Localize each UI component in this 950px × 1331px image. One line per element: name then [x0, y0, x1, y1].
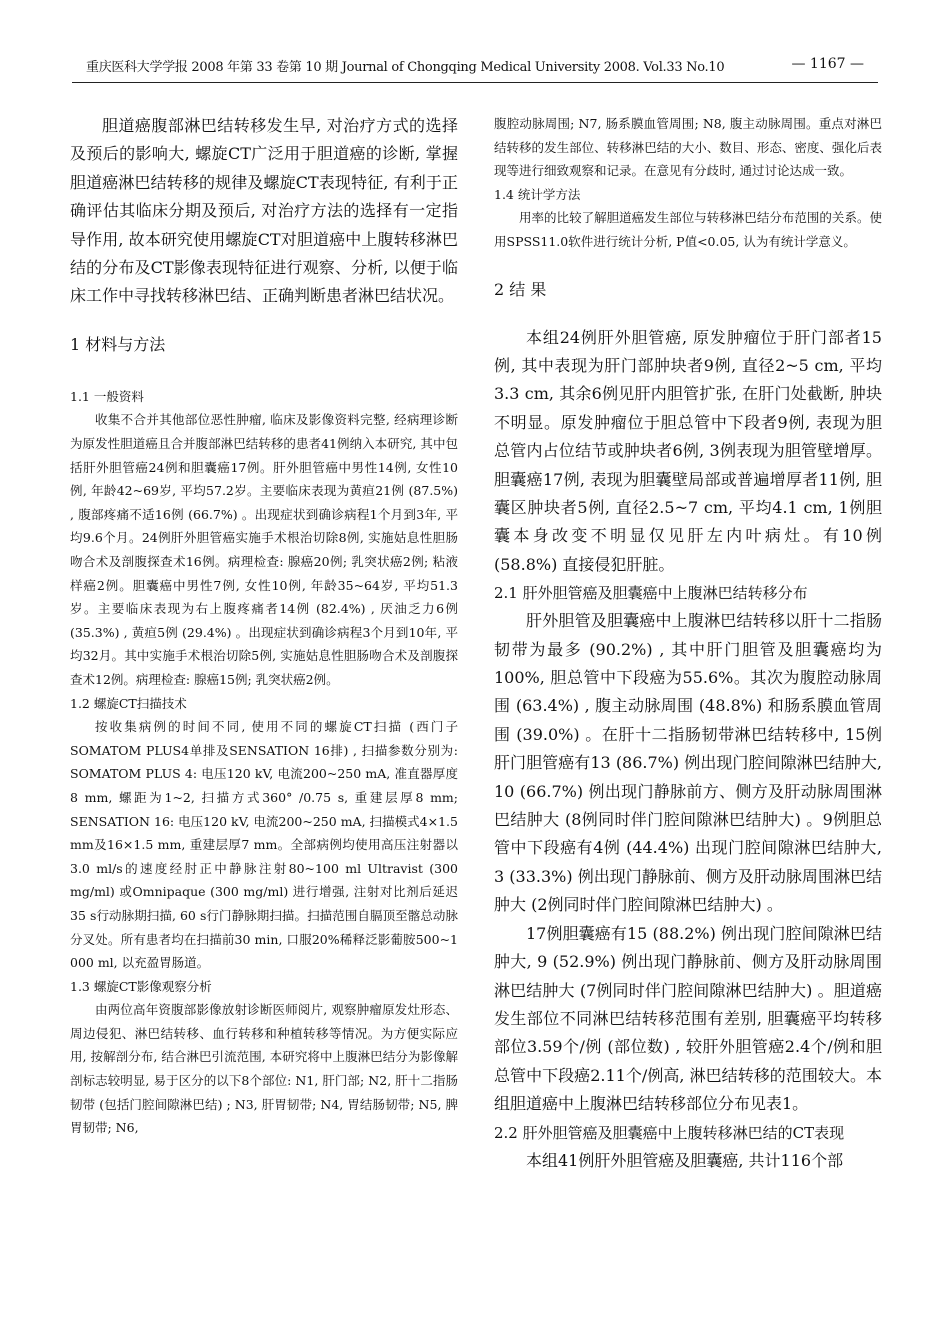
subsection-heading-ct-findings: 2.2 肝外胆管癌及胆囊癌中上腹转移淋巴结的CT表现: [494, 1123, 845, 1142]
ct-findings-paragraph: 本组41例肝外胆管癌及胆囊癌, 共计116个部: [526, 1150, 844, 1170]
subsection-heading-distribution: 2.1 肝外胆管癌及胆囊癌中上腹淋巴结转移分布: [494, 584, 808, 603]
left-column: [70, 112, 458, 1140]
distribution-paragraph-1: 肝外胆管及胆囊癌中上腹淋巴结转移以肝十二指肠韧带为最多 (90.2%) , 其中肝门胆管及胆囊癌均为100%, 胆总管中下段癌为55.6%。其次为腹腔动脉周围 (63.4%) , 腹主动脉周围 (48.8%) 和肠系膜血管周围 (39.0%) 。在肝十二指肠韧带淋巴结转移中, 15例肝门胆管癌有13 (86.7%) 例出现门腔间隙淋巴结肿大, 10 (66.7%) 例出现门静脉前方、侧方及肝动脉周围淋巴结肿大 (8例同时伴门腔间隙淋巴结肿大) 。9例胆总管中下段癌有4例 (44.4%) 出现门腔间隙淋巴结肿大, 3 (33.3%) 例出现门静脉前、侧方及肝动脉周围淋巴结肿大 (2例同时伴门腔间隙淋巴结肿大) 。: [494, 611, 882, 915]
subsection-heading-statistics: 1.4 统计学方法: [494, 186, 581, 202]
journal-citation: 重庆医科大学学报 2008 年第 33 卷第 10 期 Journal of Chongqing Medical University 2008. Vol.33 No.10: [86, 60, 725, 75]
general-info-paragraph: 收集不合并其他部位恶性肿瘤, 临床及影像资料完整, 经病理诊断为原发性胆道癌且合并腹部淋巴结转移的患者41例纳入本研究, 其中包括肝外胆管癌24例和胆囊癌17例。肝外胆管癌中男性14例, 女性10例, 年龄42~69岁, 平均57.2岁。主要临床表现为黄疸21例 (87.5%) , 腹部疼痛不适16例 (66.7%) 。出现症状到确诊病程1个月到3年, 平均9.6个月。24例肝外胆管癌实施手术根治切除8例, 实施姑息性胆肠吻合术及剖腹探查术16例。病理检查: 腺癌20例; 乳突状癌2例; 粘液样癌2例。胆囊癌中男性7例, 女性10例, 年龄35~64岁, 平均51.3岁。主要临床表现为右上腹疼痛者14例 (82.4%) , 厌油乏力6例 (35.3%) , 黄疸5例 (29.4%) 。出现症状到确诊病程3个月到10年, 平均32月。其中实施手术根治切除5例, 实施姑息性胆肠吻合术及剖腹探查术12例。病理检查: 腺癌15例; 乳突状癌2例。: [70, 412, 458, 687]
results-paragraph: 本组24例肝外胆管癌, 原发肿瘤位于肝门部者15例, 其中表现为肝门部肿块者9例, 直径2~5 cm, 平均3.3 cm, 其余6例见肝内胆管扩张, 在肝门处截断, 肿块不明显。原发肿瘤位于胆总管中下段者9例, 表现为胆总管内占位结节或肿块者6例, 3例表现为胆管壁增厚。胆囊癌17例, 表现为胆囊壁局部或普遍增厚者11例, 胆囊区肿块者5例, 直径2.5~7 cm, 平均4.1 cm, 1例胆囊本身改变不明显仅见肝左内叶病灶。有10例 (58.8%) 直接侵犯肝脏。: [494, 327, 882, 574]
ct-technique-paragraph: 按收集病例的时间不同, 使用不同的螺旋CT扫描 (西门子 SOMATOM PLUS4单排及SENSATION 16排) , 扫描参数分别为: SOMATOM PLUS 4: 电压120 kV, 电流200~250 mA, 准直器厚度8 mm, 螺距为1~2, 扫描方式360° /0.75 s, 重建层厚8 mm; SENSATION 16: 电压120 kV, 电流200~250 mA, 扫描模式4×1.5 mm及16×1.5 mm, 重建层厚7 mm。全部病例均使用高压注射器以3.0 ml/s的速度经肘正中静脉注射80~100 ml Ultravist (300 mg/ml) 或Omnipaque (300 mg/ml) 进行增强, 注射对比剂后延迟35 s行动脉期扫描, 60 s行门静脉期扫描。扫描范围自膈顶至髂总动脉分叉处。所有患者均在扫描前30 min, 口服20%稀释泛影葡胺500~1 000 ml, 以充盈胃肠道。: [70, 719, 458, 971]
page-number: — 1167 —: [791, 56, 864, 72]
ct-analysis-paragraph: 由两位高年资腹部影像放射诊断医师阅片, 观察肿瘤原发灶形态、周边侵犯、淋巴结转移、血行转移和种植转移等情况。为方便实际应用, 按解剖分布, 结合淋巴引流范围, 本研究将中上腹淋巴结分为影像解剖标志较明显, 易于区分的以下8个部位: N1, 肝门部; N2, 肝十二指肠韧带 (包括门腔间隙淋巴结) ; N3, 肝胃韧带; N4, 胃结肠韧带; N5, 脾胃韧带; N6,: [70, 1002, 458, 1136]
section-heading-results: 2 结 果: [494, 279, 547, 299]
section-heading-methods: 1 材料与方法: [70, 334, 166, 354]
distribution-paragraph-2: 17例胆囊癌有15 (88.2%) 例出现门腔间隙淋巴结肿大, 9 (52.9%) 例出现门静脉前、侧方及肝动脉周围淋巴结肿大 (7例同时伴门腔间隙淋巴结肿大) 。胆道癌发生部位不同淋巴结转移范围有差别, 胆囊癌平均转移部位3.59个/例 (部位数) , 较肝外胆管癌2.4个/例和胆总管中下段癌2.11个/例高, 淋巴结转移的范围较大。本组胆道癌中上腹淋巴结转移部位分布见表1。: [494, 923, 882, 1114]
intro-paragraph: 胆道癌腹部淋巴结转移发生早, 对治疗方式的选择及预后的影响大, 螺旋CT广泛用于胆道癌的诊断, 掌握胆道癌淋巴结转移的规律及螺旋CT表现特征, 有利于正确评估其临床分期及预后, 对治疗方法的选择有一定指导作用, 故本研究使用螺旋CT对胆道癌中上腹转移淋巴结的分布及CT影像表现特征进行观察、分析, 以便于临床工作中寻找转移淋巴结、正确判断患者淋巴结状况。: [70, 116, 458, 306]
running-header: [72, 52, 878, 83]
statistics-paragraph: 用率的比较了解胆道癌发生部位与转移淋巴结分布范围的关系。使用SPSS11.0软件进行统计分析, P值<0.05, 认为有统计学意义。: [494, 210, 882, 249]
subsection-heading-ct-technique: 1.2 螺旋CT扫描技术: [70, 695, 187, 711]
subsection-heading-general: 1.1 一般资料: [70, 388, 144, 404]
subsection-heading-ct-analysis: 1.3 螺旋CT影像观察分析: [70, 978, 212, 994]
right-column: [494, 112, 882, 1175]
ct-analysis-continued: 腹腔动脉周围; N7, 肠系膜血管周围; N8, 腹主动脉周围。重点对淋巴结转移的发生部位、转移淋巴结的大小、数目、形态、密度、强化后表现等进行细致观察和记录。在意见有分歧时, 通过讨论达成一致。: [494, 116, 882, 179]
